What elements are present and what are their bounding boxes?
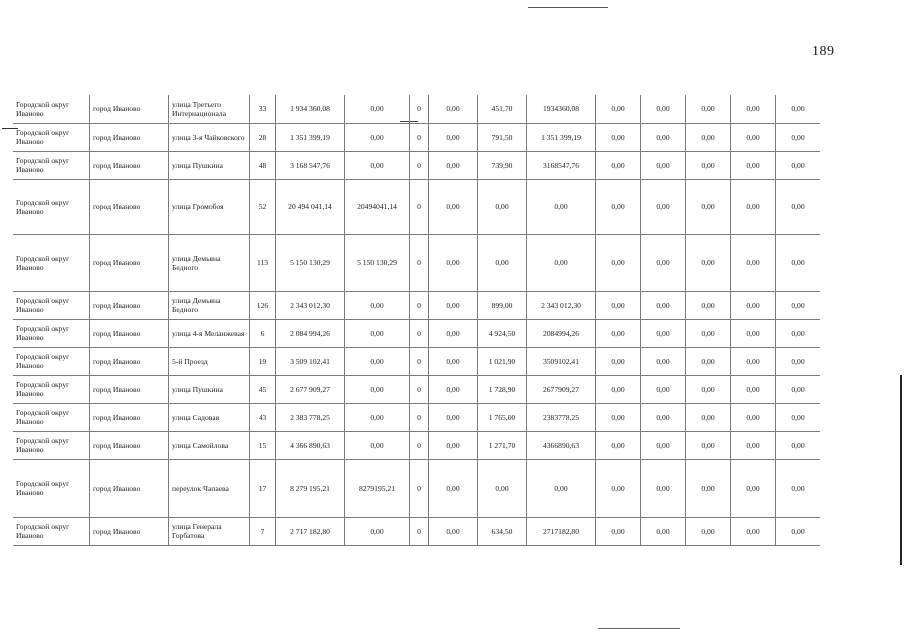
- area-cell: 0,00: [478, 234, 527, 291]
- value-cell: 0,00: [429, 179, 478, 234]
- municipality-cell: Городской округ Иваново: [13, 431, 90, 459]
- total-cost-cell: 3 168 547,76: [276, 151, 345, 179]
- value-cell: 0,00: [641, 234, 686, 291]
- value-cell: 0,00: [731, 123, 776, 151]
- street-cell: улица Самойлова: [169, 431, 250, 459]
- city-cell: город Иваново: [90, 95, 169, 123]
- street-cell: улица Пушкина: [169, 151, 250, 179]
- value-cell: 0,00: [686, 95, 731, 123]
- house-number-cell: 126: [250, 291, 276, 319]
- value-cell: 0,00: [596, 123, 641, 151]
- value-cell: 0,00: [641, 291, 686, 319]
- municipality-cell: Городской округ Иваново: [13, 95, 90, 123]
- area-cell: 634,50: [478, 517, 527, 545]
- scan-bottom-line: [598, 628, 680, 629]
- work-cost-cell: 3509102,41: [527, 347, 596, 375]
- value-cell: 0,00: [429, 291, 478, 319]
- city-cell: город Иваново: [90, 431, 169, 459]
- flag-cell: 0: [410, 403, 429, 431]
- value-cell: 0,00: [429, 375, 478, 403]
- fund-sum-cell: 8279195,21: [345, 459, 410, 517]
- total-cost-cell: 1 934 360,08: [276, 95, 345, 123]
- value-cell: 0,00: [731, 179, 776, 234]
- value-cell: 0,00: [776, 319, 821, 347]
- area-cell: 899,00: [478, 291, 527, 319]
- value-cell: 0,00: [776, 291, 821, 319]
- city-cell: город Иваново: [90, 151, 169, 179]
- total-cost-cell: 2 677 909,27: [276, 375, 345, 403]
- value-cell: 0,00: [686, 431, 731, 459]
- work-cost-cell: 2717182,80: [527, 517, 596, 545]
- value-cell: 0,00: [686, 459, 731, 517]
- fund-sum-cell: 5 150 130,29: [345, 234, 410, 291]
- total-cost-cell: 4 366 890,63: [276, 431, 345, 459]
- municipality-cell: Городской округ Иваново: [13, 151, 90, 179]
- city-cell: город Иваново: [90, 517, 169, 545]
- value-cell: 0,00: [776, 459, 821, 517]
- municipality-cell: Городской округ Иваново: [13, 375, 90, 403]
- area-cell: 0,00: [478, 179, 527, 234]
- flag-cell: 0: [410, 459, 429, 517]
- value-cell: 0,00: [776, 179, 821, 234]
- value-cell: 0,00: [686, 403, 731, 431]
- scan-edge-bar: [900, 375, 902, 565]
- scan-top-line: [528, 7, 608, 8]
- street-cell: улица 4-я Меланжевая: [169, 319, 250, 347]
- municipality-cell: Городской округ Иваново: [13, 291, 90, 319]
- value-cell: 0,00: [686, 347, 731, 375]
- value-cell: 0,00: [776, 234, 821, 291]
- area-cell: 1 728,90: [478, 375, 527, 403]
- total-cost-cell: 2 383 778,25: [276, 403, 345, 431]
- value-cell: 0,00: [686, 234, 731, 291]
- value-cell: 0,00: [641, 375, 686, 403]
- fund-sum-cell: 0,00: [345, 123, 410, 151]
- total-cost-cell: 5 150 130,29: [276, 234, 345, 291]
- value-cell: 0,00: [596, 431, 641, 459]
- fund-sum-cell: 0,00: [345, 517, 410, 545]
- flag-cell: 0: [410, 234, 429, 291]
- value-cell: 0,00: [596, 347, 641, 375]
- value-cell: 0,00: [596, 375, 641, 403]
- street-cell: улица Демьяна Бедного: [169, 234, 250, 291]
- area-cell: 1 271,70: [478, 431, 527, 459]
- house-number-cell: 28: [250, 123, 276, 151]
- street-cell: 5-й Проезд: [169, 347, 250, 375]
- value-cell: 0,00: [641, 431, 686, 459]
- value-cell: 0,00: [641, 179, 686, 234]
- work-cost-cell: 1934360,08: [527, 95, 596, 123]
- value-cell: 0,00: [641, 151, 686, 179]
- value-cell: 0,00: [429, 403, 478, 431]
- value-cell: 0,00: [596, 517, 641, 545]
- value-cell: 0,00: [429, 431, 478, 459]
- fund-sum-cell: 0,00: [345, 431, 410, 459]
- value-cell: 0,00: [641, 95, 686, 123]
- value-cell: 0,00: [596, 291, 641, 319]
- flag-cell: 0: [410, 291, 429, 319]
- street-cell: улица Генерала Горбатова: [169, 517, 250, 545]
- work-cost-cell: 1 351 399,19: [527, 123, 596, 151]
- fund-sum-cell: 0,00: [345, 95, 410, 123]
- value-cell: 0,00: [731, 431, 776, 459]
- total-cost-cell: 8 279 195,21: [276, 459, 345, 517]
- table-row: [13, 291, 820, 319]
- municipality-cell: Городской округ Иваново: [13, 347, 90, 375]
- fund-sum-cell: 0,00: [345, 375, 410, 403]
- page-number: 189: [812, 44, 835, 59]
- house-number-cell: 52: [250, 179, 276, 234]
- flag-cell: 0: [410, 517, 429, 545]
- house-number-cell: 48: [250, 151, 276, 179]
- house-number-cell: 7: [250, 517, 276, 545]
- house-number-cell: 113: [250, 234, 276, 291]
- table-row: [13, 459, 820, 517]
- house-number-cell: 19: [250, 347, 276, 375]
- value-cell: 0,00: [641, 319, 686, 347]
- value-cell: 0,00: [641, 517, 686, 545]
- value-cell: 0,00: [731, 517, 776, 545]
- fund-sum-cell: 20494041,14: [345, 179, 410, 234]
- value-cell: 0,00: [686, 517, 731, 545]
- street-cell: улица Пушкина: [169, 375, 250, 403]
- value-cell: 0,00: [429, 123, 478, 151]
- value-cell: 0,00: [686, 123, 731, 151]
- street-cell: улица Садовая: [169, 403, 250, 431]
- value-cell: 0,00: [429, 319, 478, 347]
- street-cell: переулок Чапаева: [169, 459, 250, 517]
- area-cell: 1 765,00: [478, 403, 527, 431]
- register-table: [13, 95, 820, 546]
- table-row: [13, 431, 820, 459]
- fund-sum-cell: 0,00: [345, 151, 410, 179]
- city-cell: город Иваново: [90, 459, 169, 517]
- work-cost-cell: 2383778,25: [527, 403, 596, 431]
- city-cell: город Иваново: [90, 403, 169, 431]
- table-row: [13, 347, 820, 375]
- value-cell: 0,00: [596, 319, 641, 347]
- total-cost-cell: 3 509 102,41: [276, 347, 345, 375]
- value-cell: 0,00: [776, 123, 821, 151]
- house-number-cell: 17: [250, 459, 276, 517]
- work-cost-cell: 2 343 012,30: [527, 291, 596, 319]
- total-cost-cell: 2 717 182,80: [276, 517, 345, 545]
- work-cost-cell: 2677909,27: [527, 375, 596, 403]
- value-cell: 0,00: [686, 319, 731, 347]
- value-cell: 0,00: [776, 95, 821, 123]
- value-cell: 0,00: [596, 151, 641, 179]
- value-cell: 0,00: [429, 234, 478, 291]
- city-cell: город Иваново: [90, 123, 169, 151]
- city-cell: город Иваново: [90, 347, 169, 375]
- city-cell: город Иваново: [90, 319, 169, 347]
- value-cell: 0,00: [596, 403, 641, 431]
- value-cell: 0,00: [641, 403, 686, 431]
- work-cost-cell: 2084994,26: [527, 319, 596, 347]
- value-cell: 0,00: [731, 375, 776, 403]
- city-cell: город Иваново: [90, 375, 169, 403]
- total-cost-cell: 20 494 041,14: [276, 179, 345, 234]
- value-cell: 0,00: [686, 179, 731, 234]
- value-cell: 0,00: [686, 375, 731, 403]
- house-number-cell: 45: [250, 375, 276, 403]
- value-cell: 0,00: [776, 375, 821, 403]
- value-cell: 0,00: [596, 95, 641, 123]
- value-cell: 0,00: [731, 291, 776, 319]
- work-cost-cell: 0,00: [527, 234, 596, 291]
- value-cell: 0,00: [596, 459, 641, 517]
- value-cell: 0,00: [596, 234, 641, 291]
- municipality-cell: Городской округ Иваново: [13, 403, 90, 431]
- fund-sum-cell: 0,00: [345, 291, 410, 319]
- value-cell: 0,00: [429, 151, 478, 179]
- fund-sum-cell: 0,00: [345, 347, 410, 375]
- value-cell: 0,00: [776, 347, 821, 375]
- municipality-cell: Городской округ Иваново: [13, 517, 90, 545]
- municipality-cell: Городской округ Иваново: [13, 234, 90, 291]
- value-cell: 0,00: [776, 403, 821, 431]
- value-cell: 0,00: [776, 431, 821, 459]
- area-cell: 739,90: [478, 151, 527, 179]
- value-cell: 0,00: [731, 347, 776, 375]
- flag-cell: 0: [410, 179, 429, 234]
- value-cell: 0,00: [641, 459, 686, 517]
- municipality-cell: Городской округ Иваново: [13, 459, 90, 517]
- house-number-cell: 33: [250, 95, 276, 123]
- value-cell: 0,00: [429, 517, 478, 545]
- total-cost-cell: 2 084 994,26: [276, 319, 345, 347]
- work-cost-cell: 0,00: [527, 179, 596, 234]
- municipality-cell: Городской округ Иваново: [13, 179, 90, 234]
- area-cell: 4 924,50: [478, 319, 527, 347]
- value-cell: 0,00: [429, 459, 478, 517]
- street-cell: улица Демьяна Бедного: [169, 291, 250, 319]
- flag-cell: 0: [410, 347, 429, 375]
- municipality-cell: Городской округ Иваново: [13, 319, 90, 347]
- table-row: [13, 375, 820, 403]
- street-cell: улица Громобоя: [169, 179, 250, 234]
- value-cell: 0,00: [686, 291, 731, 319]
- flag-cell: 0: [410, 319, 429, 347]
- value-cell: 0,00: [731, 151, 776, 179]
- table-row: [13, 403, 820, 431]
- city-cell: город Иваново: [90, 291, 169, 319]
- area-cell: 451,70: [478, 95, 527, 123]
- street-cell: улица Третьего Интернационала: [169, 95, 250, 123]
- table-row: [13, 234, 820, 291]
- work-cost-cell: 4366890,63: [527, 431, 596, 459]
- area-cell: 791,50: [478, 123, 527, 151]
- flag-cell: 0: [410, 123, 429, 151]
- value-cell: 0,00: [686, 151, 731, 179]
- area-cell: 0,00: [478, 459, 527, 517]
- table-row: [13, 179, 820, 234]
- table-row: [13, 517, 820, 545]
- city-cell: город Иваново: [90, 234, 169, 291]
- value-cell: 0,00: [731, 234, 776, 291]
- value-cell: 0,00: [641, 347, 686, 375]
- value-cell: 0,00: [429, 347, 478, 375]
- total-cost-cell: 2 343 012,30: [276, 291, 345, 319]
- table-row: [13, 123, 820, 151]
- value-cell: 0,00: [776, 151, 821, 179]
- value-cell: 0,00: [641, 123, 686, 151]
- flag-cell: 0: [410, 375, 429, 403]
- work-cost-cell: 0,00: [527, 459, 596, 517]
- table-row: [13, 95, 820, 123]
- value-cell: 0,00: [776, 517, 821, 545]
- municipality-cell: Городской округ Иваново: [13, 123, 90, 151]
- house-number-cell: 43: [250, 403, 276, 431]
- fund-sum-cell: 0,00: [345, 403, 410, 431]
- table-row: [13, 319, 820, 347]
- flag-cell: 0: [410, 151, 429, 179]
- flag-cell: 0: [410, 95, 429, 123]
- value-cell: 0,00: [731, 459, 776, 517]
- house-number-cell: 6: [250, 319, 276, 347]
- area-cell: 1 021,90: [478, 347, 527, 375]
- value-cell: 0,00: [731, 403, 776, 431]
- work-cost-cell: 3168547,76: [527, 151, 596, 179]
- city-cell: город Иваново: [90, 179, 169, 234]
- fund-sum-cell: 0,00: [345, 319, 410, 347]
- value-cell: 0,00: [731, 319, 776, 347]
- house-number-cell: 15: [250, 431, 276, 459]
- total-cost-cell: 1 351 399,19: [276, 123, 345, 151]
- street-cell: улица 3-я Чайковского: [169, 123, 250, 151]
- value-cell: 0,00: [596, 179, 641, 234]
- table-row: [13, 151, 820, 179]
- value-cell: 0,00: [429, 95, 478, 123]
- value-cell: 0,00: [731, 95, 776, 123]
- flag-cell: 0: [410, 431, 429, 459]
